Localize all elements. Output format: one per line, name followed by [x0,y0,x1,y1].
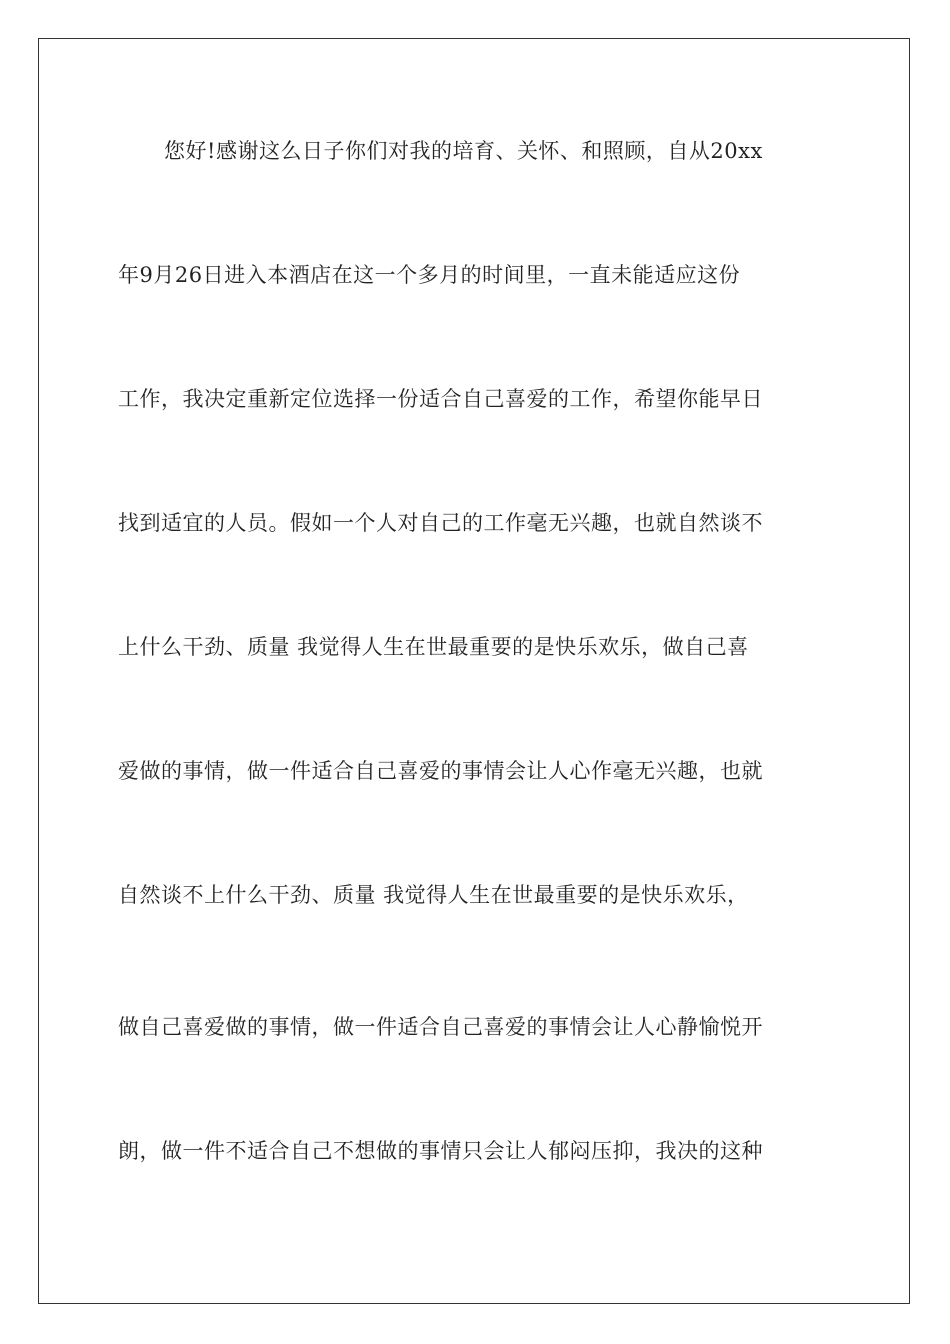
paragraph-line-4: 找到适宜的人员。假如一个人对自己的工作毫无兴趣，也就自然谈不 [118,511,763,535]
paragraph-line-6: 爱做的事情，做一件适合自己喜爱的事情会让人心作毫无兴趣，也就 [118,759,763,783]
paragraph-line-3: 工作，我决定重新定位选择一份适合自己喜爱的工作，希望你能早日 [118,387,763,411]
page-frame [38,38,910,1304]
paragraph-line-7: 自然谈不上什么干劲、质量 我觉得人生在世最重要的是快乐欢乐， [118,883,749,907]
paragraph-line-1: 您好!感谢这么日子你们对我的培育、关怀、和照顾，自从20xx [164,139,763,163]
paragraph-line-9: 朗，做一件不适合自己不想做的事情只会让人郁闷压抑，我决的这种 [118,1139,763,1163]
paragraph-line-2: 年9月26日进入本酒店在这一个多月的时间里，一直未能适应这份 [118,263,741,287]
paragraph-line-5: 上什么干劲、质量 我觉得人生在世最重要的是快乐欢乐，做自己喜 [118,635,749,659]
paragraph-line-8: 做自己喜爱做的事情，做一件适合自己喜爱的事情会让人心静愉悦开 [118,1015,763,1039]
